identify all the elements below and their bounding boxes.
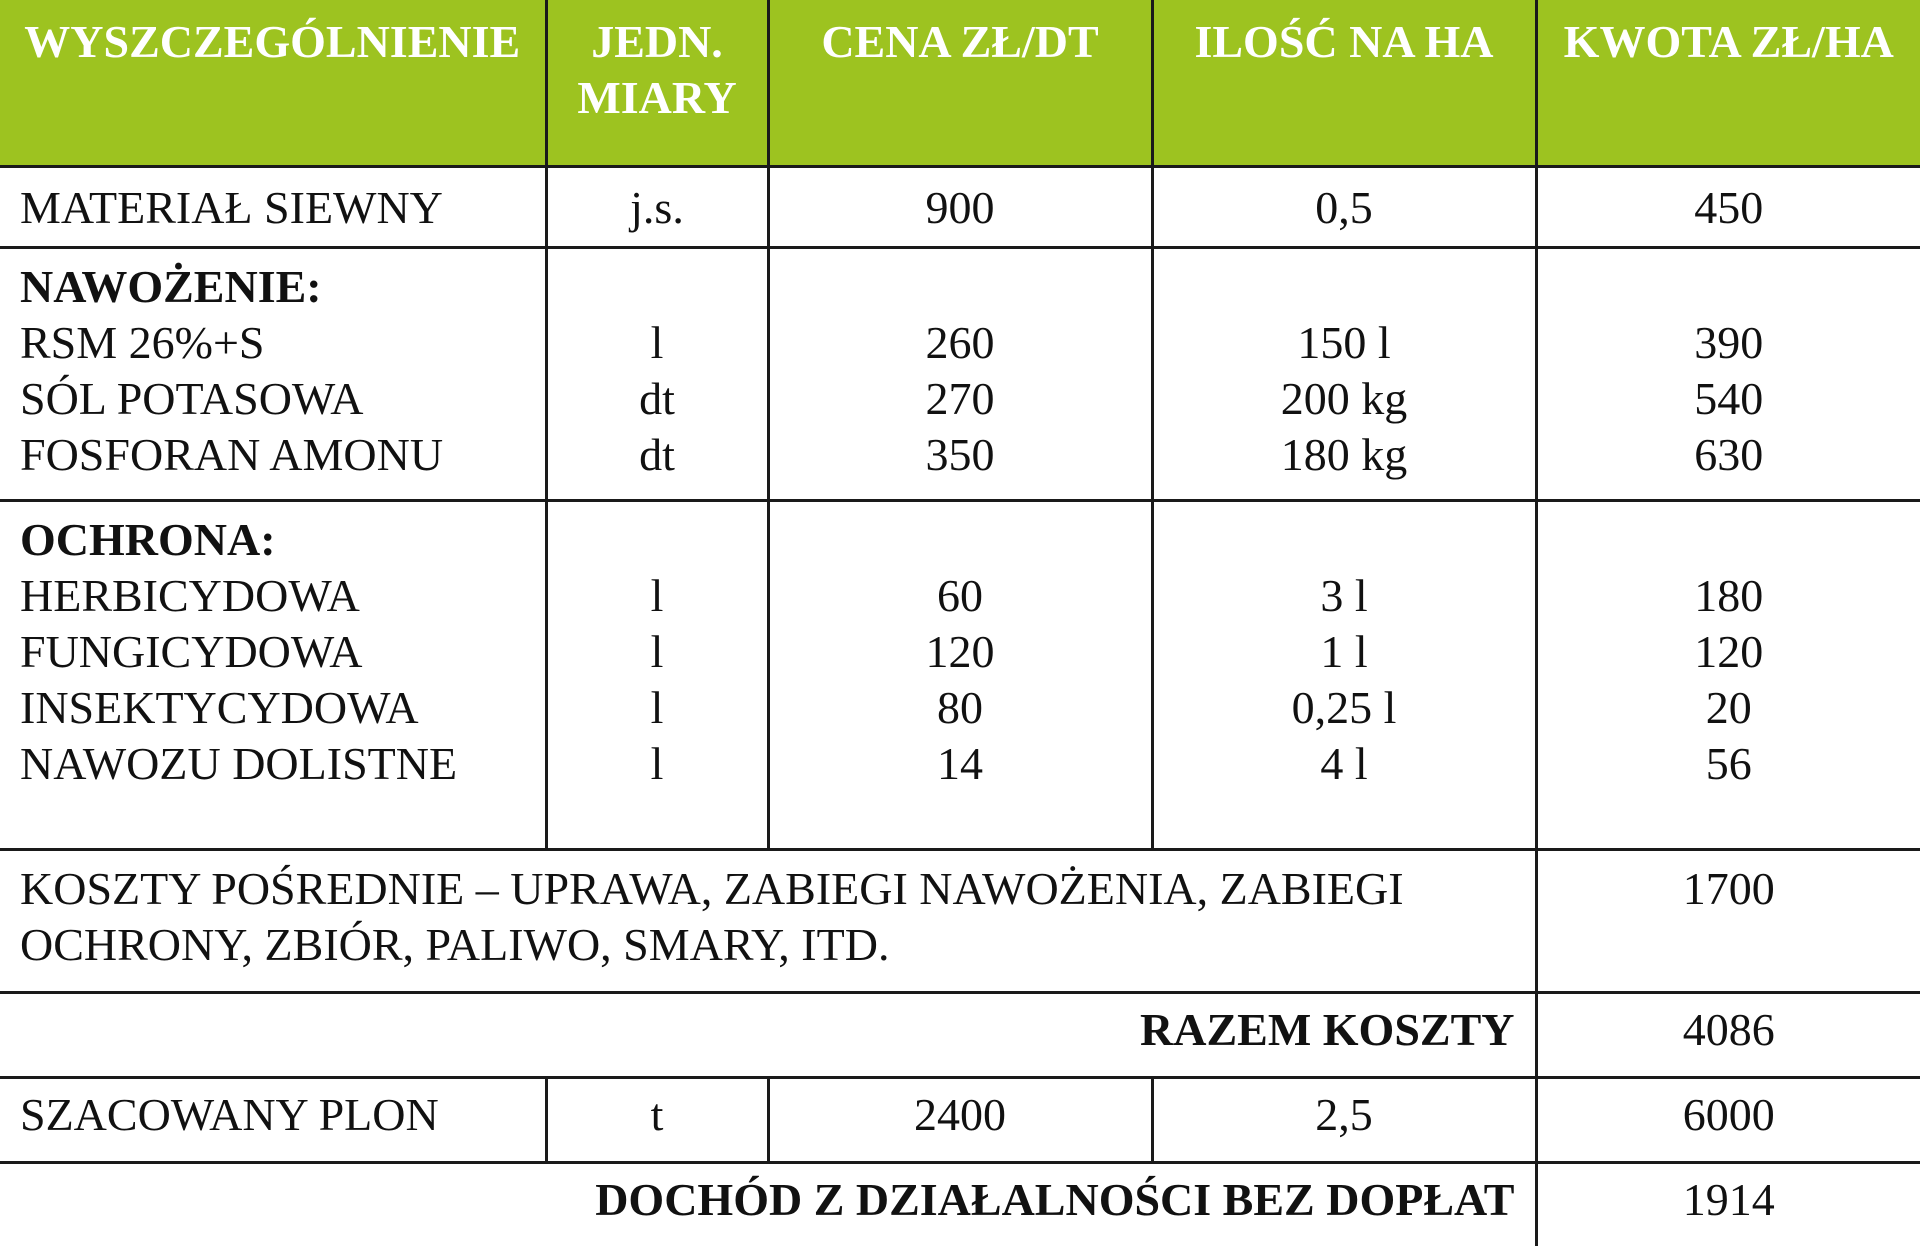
cell-unit: t <box>546 1077 768 1162</box>
cell-unit-group <box>546 247 768 500</box>
header-wyszczegolnienie: WYSZCZEGÓLNIENIE <box>0 0 546 166</box>
cell-qty: 2,5 <box>1152 1077 1536 1162</box>
list-item: FUNGICYDOWA <box>20 624 545 680</box>
list-item: 200 kg <box>1154 371 1535 427</box>
cell-price-group <box>768 500 1152 849</box>
cell-amount: 450 <box>1536 166 1920 247</box>
group-heading-nawozenie: NAWOŻENIE: <box>20 259 545 315</box>
header-row <box>0 0 1920 166</box>
cell-koszty-posrednie-label <box>0 849 1536 992</box>
cell-name-group <box>0 500 546 849</box>
cell-price-group <box>768 247 1152 500</box>
list-item: 120 <box>770 624 1151 680</box>
table-row-nawozenie <box>0 247 1920 500</box>
list-item: 270 <box>770 371 1151 427</box>
cell-qty-group <box>1152 247 1536 500</box>
header-jednostka-line1: JEDN. <box>548 14 767 70</box>
header-cena: CENA ZŁ/DT <box>768 0 1152 166</box>
cell-name-group <box>0 247 546 500</box>
list-item: 350 <box>770 427 1151 483</box>
header-jednostka <box>546 0 768 166</box>
cell-amount: 4086 <box>1536 992 1920 1077</box>
list-item: 60 <box>770 568 1151 624</box>
list-item: 630 <box>1538 427 1920 483</box>
cell-name: SZACOWANY PLON <box>0 1077 546 1162</box>
table-row-dochod <box>0 1162 1920 1246</box>
list-item: 150 l <box>1154 315 1535 371</box>
header-jednostka-line2: MIARY <box>548 70 767 126</box>
cell-amount-group <box>1536 247 1920 500</box>
list-item: l <box>548 680 767 736</box>
list-item: 3 l <box>1154 568 1535 624</box>
list-item: 20 <box>1538 680 1920 736</box>
list-item: INSEKTYCYDOWA <box>20 680 545 736</box>
list-item: 0,25 l <box>1154 680 1535 736</box>
cell-amount: 1914 <box>1536 1162 1920 1246</box>
table-header <box>0 0 1920 166</box>
list-item: 180 kg <box>1154 427 1535 483</box>
list-item: 4 l <box>1154 736 1535 792</box>
list-item: 56 <box>1538 736 1920 792</box>
list-item: l <box>548 315 767 371</box>
cell-unit: j.s. <box>546 166 768 247</box>
cell-unit-group <box>546 500 768 849</box>
cell-amount: 1700 <box>1536 849 1920 992</box>
cell-price: 2400 <box>768 1077 1152 1162</box>
table-row-ochrona <box>0 500 1920 849</box>
table-row-plon <box>0 1077 1920 1162</box>
list-item: l <box>548 624 767 680</box>
table-body <box>0 166 1920 1246</box>
cell-dochod-label: DOCHÓD Z DZIAŁALNOŚCI BEZ DOPŁAT <box>0 1162 1536 1246</box>
list-item: RSM 26%+S <box>20 315 545 371</box>
list-item: SÓL POTASOWA <box>20 371 545 427</box>
cell-razem-label: RAZEM KOSZTY <box>0 992 1536 1077</box>
list-item: HERBICYDOWA <box>20 568 545 624</box>
list-item: 540 <box>1538 371 1920 427</box>
list-item: dt <box>548 371 767 427</box>
cell-price: 900 <box>768 166 1152 247</box>
list-item: 1 l <box>1154 624 1535 680</box>
cell-qty-group <box>1152 500 1536 849</box>
list-item: FOSFORAN AMONU <box>20 427 545 483</box>
list-item: l <box>548 568 767 624</box>
list-item: dt <box>548 427 767 483</box>
list-item: 120 <box>1538 624 1920 680</box>
list-item: 260 <box>770 315 1151 371</box>
list-item: 180 <box>1538 568 1920 624</box>
cell-amount: 6000 <box>1536 1077 1920 1162</box>
list-item: 390 <box>1538 315 1920 371</box>
cell-qty: 0,5 <box>1152 166 1536 247</box>
list-item: l <box>548 736 767 792</box>
cell-amount-group <box>1536 500 1920 849</box>
koszty-posrednie-line1: KOSZTY POŚREDNIE – UPRAWA, ZABIEGI NAWOŻENIA, ZABIEGI <box>20 861 1535 917</box>
table-row-razem-koszty <box>0 992 1920 1077</box>
list-item: NAWOZU DOLISTNE <box>20 736 545 792</box>
list-item: 80 <box>770 680 1151 736</box>
cell-name: MATERIAŁ SIEWNY <box>0 166 546 247</box>
header-ilosc: ILOŚĆ NA HA <box>1152 0 1536 166</box>
list-item: 14 <box>770 736 1151 792</box>
group-heading-ochrona: OCHRONA: <box>20 512 545 568</box>
table-row-koszty-posrednie <box>0 849 1920 992</box>
header-kwota: KWOTA ZŁ/HA <box>1536 0 1920 166</box>
koszty-posrednie-line2: OCHRONY, ZBIÓR, PALIWO, SMARY, ITD. <box>20 917 1535 973</box>
table-row-material <box>0 166 1920 247</box>
